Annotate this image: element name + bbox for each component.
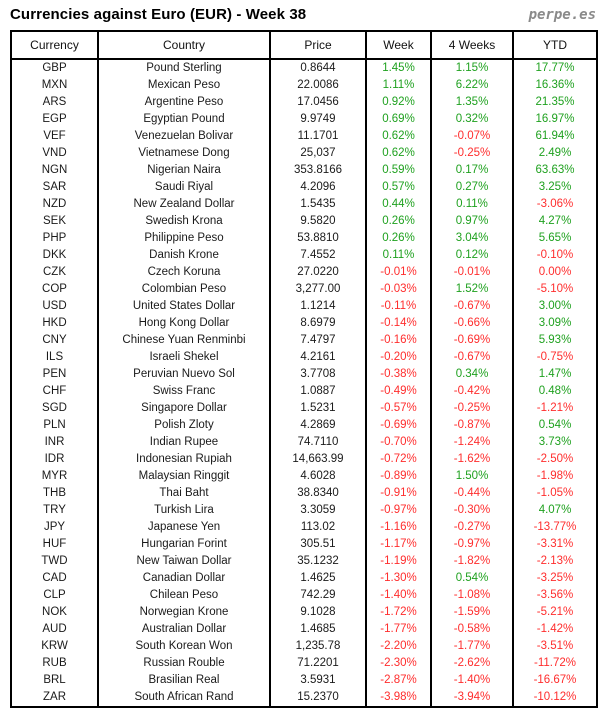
four-weeks-change-cell: -0.69% (431, 332, 513, 349)
ytd-change-cell: -16.67% (513, 672, 597, 689)
price-cell: 3.3059 (270, 502, 366, 519)
week-change-cell: 0.59% (366, 162, 431, 179)
ytd-change-cell: 17.77% (513, 59, 597, 77)
currency-code-cell: TRY (11, 502, 98, 519)
currency-code-cell: NGN (11, 162, 98, 179)
week-change-cell: -1.16% (366, 519, 431, 536)
ytd-change-cell: -0.10% (513, 247, 597, 264)
ytd-change-cell: 4.27% (513, 213, 597, 230)
week-change-cell: 0.11% (366, 247, 431, 264)
price-cell: 11.1701 (270, 128, 366, 145)
page-title: Currencies against Euro (EUR) - Week 38 (10, 6, 307, 23)
week-change-cell: -0.16% (366, 332, 431, 349)
week-change-cell: -0.49% (366, 383, 431, 400)
ytd-change-cell: -1.05% (513, 485, 597, 502)
currency-code-cell: CLP (11, 587, 98, 604)
country-cell: Danish Krone (98, 247, 270, 264)
week-change-cell: 0.69% (366, 111, 431, 128)
table-row (11, 519, 597, 536)
week-change-cell: 0.92% (366, 94, 431, 111)
four-weeks-change-cell: 0.32% (431, 111, 513, 128)
country-cell: New Taiwan Dollar (98, 553, 270, 570)
table-row (11, 434, 597, 451)
column-header-country: Country (98, 31, 270, 59)
price-cell: 1.5231 (270, 400, 366, 417)
ytd-change-cell: 3.00% (513, 298, 597, 315)
four-weeks-change-cell: -1.62% (431, 451, 513, 468)
country-cell: Argentine Peso (98, 94, 270, 111)
ytd-change-cell: 4.07% (513, 502, 597, 519)
four-weeks-change-cell: 1.50% (431, 468, 513, 485)
ytd-change-cell: 63.63% (513, 162, 597, 179)
price-cell: 14,663.99 (270, 451, 366, 468)
table-row (11, 638, 597, 655)
table-row (11, 451, 597, 468)
four-weeks-change-cell: -0.67% (431, 349, 513, 366)
table-row (11, 247, 597, 264)
price-cell: 38.8340 (270, 485, 366, 502)
currency-code-cell: BRL (11, 672, 98, 689)
price-cell: 3.5931 (270, 672, 366, 689)
ytd-change-cell: -1.98% (513, 468, 597, 485)
currency-code-cell: AUD (11, 621, 98, 638)
country-cell: Japanese Yen (98, 519, 270, 536)
country-cell: Chinese Yuan Renminbi (98, 332, 270, 349)
price-cell: 53.8810 (270, 230, 366, 247)
ytd-change-cell: -2.13% (513, 553, 597, 570)
currency-code-cell: MXN (11, 77, 98, 94)
week-change-cell: -0.72% (366, 451, 431, 468)
country-cell: Czech Koruna (98, 264, 270, 281)
currency-code-cell: RUB (11, 655, 98, 672)
week-change-cell: 0.26% (366, 230, 431, 247)
week-change-cell: -0.38% (366, 366, 431, 383)
country-cell: Russian Rouble (98, 655, 270, 672)
currency-code-cell: CHF (11, 383, 98, 400)
country-cell: Thai Baht (98, 485, 270, 502)
column-header-currency: Currency (11, 31, 98, 59)
ytd-change-cell: 0.48% (513, 383, 597, 400)
four-weeks-change-cell: 0.34% (431, 366, 513, 383)
currency-code-cell: CZK (11, 264, 98, 281)
table-row (11, 383, 597, 400)
currency-code-cell: DKK (11, 247, 98, 264)
week-change-cell: -0.01% (366, 264, 431, 281)
country-cell: United States Dollar (98, 298, 270, 315)
four-weeks-change-cell: 1.52% (431, 281, 513, 298)
four-weeks-change-cell: -1.59% (431, 604, 513, 621)
week-change-cell: -0.03% (366, 281, 431, 298)
four-weeks-change-cell: -0.25% (431, 145, 513, 162)
country-cell: Saudi Riyal (98, 179, 270, 196)
currency-code-cell: SAR (11, 179, 98, 196)
four-weeks-change-cell: -1.40% (431, 672, 513, 689)
table-row (11, 128, 597, 145)
week-change-cell: -1.40% (366, 587, 431, 604)
table-row (11, 213, 597, 230)
week-change-cell: -0.97% (366, 502, 431, 519)
ytd-change-cell: 16.36% (513, 77, 597, 94)
table-row (11, 264, 597, 281)
currency-code-cell: PEN (11, 366, 98, 383)
week-change-cell: -2.30% (366, 655, 431, 672)
price-cell: 35.1232 (270, 553, 366, 570)
table-row (11, 570, 597, 587)
ytd-change-cell: 3.09% (513, 315, 597, 332)
week-change-cell: -1.30% (366, 570, 431, 587)
four-weeks-change-cell: 6.22% (431, 77, 513, 94)
country-cell: Brasilian Real (98, 672, 270, 689)
ytd-change-cell: 5.93% (513, 332, 597, 349)
ytd-change-cell: -3.25% (513, 570, 597, 587)
country-cell: Polish Zloty (98, 417, 270, 434)
currency-code-cell: HKD (11, 315, 98, 332)
table-row (11, 672, 597, 689)
country-cell: Philippine Peso (98, 230, 270, 247)
four-weeks-change-cell: 0.97% (431, 213, 513, 230)
currency-code-cell: PLN (11, 417, 98, 434)
country-cell: Nigerian Naira (98, 162, 270, 179)
currency-code-cell: NZD (11, 196, 98, 213)
currency-code-cell: USD (11, 298, 98, 315)
table-row (11, 689, 597, 707)
week-change-cell: 0.62% (366, 128, 431, 145)
price-cell: 742.29 (270, 587, 366, 604)
four-weeks-change-cell: -1.82% (431, 553, 513, 570)
country-cell: Colombian Peso (98, 281, 270, 298)
week-change-cell: -0.69% (366, 417, 431, 434)
currency-code-cell: HUF (11, 536, 98, 553)
week-change-cell: -0.89% (366, 468, 431, 485)
four-weeks-change-cell: 0.27% (431, 179, 513, 196)
table-row (11, 59, 597, 77)
price-cell: 71.2201 (270, 655, 366, 672)
price-cell: 25,037 (270, 145, 366, 162)
week-change-cell: -0.70% (366, 434, 431, 451)
ytd-change-cell: 5.65% (513, 230, 597, 247)
table-row (11, 298, 597, 315)
country-cell: Swiss Franc (98, 383, 270, 400)
week-change-cell: -0.57% (366, 400, 431, 417)
price-cell: 1.4685 (270, 621, 366, 638)
four-weeks-change-cell: 0.54% (431, 570, 513, 587)
price-cell: 15.2370 (270, 689, 366, 707)
ytd-change-cell: -13.77% (513, 519, 597, 536)
country-cell: Hungarian Forint (98, 536, 270, 553)
country-cell: Norwegian Krone (98, 604, 270, 621)
four-weeks-change-cell: -1.08% (431, 587, 513, 604)
currency-table (10, 30, 598, 708)
country-cell: Australian Dollar (98, 621, 270, 638)
four-weeks-change-cell: -0.66% (431, 315, 513, 332)
table-row (11, 179, 597, 196)
week-change-cell: 0.62% (366, 145, 431, 162)
price-cell: 305.51 (270, 536, 366, 553)
currency-code-cell: GBP (11, 59, 98, 77)
currency-code-cell: MYR (11, 468, 98, 485)
price-cell: 353.8166 (270, 162, 366, 179)
ytd-change-cell: -1.42% (513, 621, 597, 638)
price-cell: 113.02 (270, 519, 366, 536)
country-cell: Swedish Krona (98, 213, 270, 230)
price-cell: 9.9749 (270, 111, 366, 128)
currency-code-cell: VND (11, 145, 98, 162)
four-weeks-change-cell: -0.97% (431, 536, 513, 553)
four-weeks-change-cell: 0.11% (431, 196, 513, 213)
week-change-cell: 0.44% (366, 196, 431, 213)
four-weeks-change-cell: 3.04% (431, 230, 513, 247)
table-row (11, 502, 597, 519)
currency-code-cell: ARS (11, 94, 98, 111)
country-cell: Pound Sterling (98, 59, 270, 77)
four-weeks-change-cell: 0.17% (431, 162, 513, 179)
currency-code-cell: JPY (11, 519, 98, 536)
table-row (11, 621, 597, 638)
table-row (11, 77, 597, 94)
price-cell: 27.0220 (270, 264, 366, 281)
four-weeks-change-cell: -0.87% (431, 417, 513, 434)
country-cell: Hong Kong Dollar (98, 315, 270, 332)
table-row (11, 417, 597, 434)
table-body (11, 59, 597, 707)
ytd-change-cell: -11.72% (513, 655, 597, 672)
price-cell: 1.0887 (270, 383, 366, 400)
four-weeks-change-cell: -2.62% (431, 655, 513, 672)
ytd-change-cell: -3.31% (513, 536, 597, 553)
column-header-4weeks: 4 Weeks (431, 31, 513, 59)
four-weeks-change-cell: -1.24% (431, 434, 513, 451)
price-cell: 0.8644 (270, 59, 366, 77)
table-row (11, 604, 597, 621)
perpe-logo[interactable]: perpe.es (528, 7, 596, 23)
country-cell: Canadian Dollar (98, 570, 270, 587)
currency-code-cell: ILS (11, 349, 98, 366)
country-cell: Chilean Peso (98, 587, 270, 604)
currency-code-cell: SEK (11, 213, 98, 230)
four-weeks-change-cell: -0.67% (431, 298, 513, 315)
currency-code-cell: THB (11, 485, 98, 502)
currency-code-cell: NOK (11, 604, 98, 621)
country-cell: Venezuelan Bolivar (98, 128, 270, 145)
country-cell: South Korean Won (98, 638, 270, 655)
table-row (11, 587, 597, 604)
table-row (11, 332, 597, 349)
ytd-change-cell: 2.49% (513, 145, 597, 162)
header-row (11, 31, 597, 59)
four-weeks-change-cell: -0.44% (431, 485, 513, 502)
table-row (11, 145, 597, 162)
currency-code-cell: COP (11, 281, 98, 298)
ytd-change-cell: -3.56% (513, 587, 597, 604)
currency-code-cell: IDR (11, 451, 98, 468)
ytd-change-cell: -2.50% (513, 451, 597, 468)
table-row (11, 400, 597, 417)
price-cell: 17.0456 (270, 94, 366, 111)
ytd-change-cell: 1.47% (513, 366, 597, 383)
currency-code-cell: PHP (11, 230, 98, 247)
price-cell: 7.4797 (270, 332, 366, 349)
week-change-cell: -3.98% (366, 689, 431, 707)
ytd-change-cell: -5.21% (513, 604, 597, 621)
ytd-change-cell: -3.06% (513, 196, 597, 213)
currency-code-cell: CAD (11, 570, 98, 587)
week-change-cell: -2.87% (366, 672, 431, 689)
price-cell: 1.5435 (270, 196, 366, 213)
four-weeks-change-cell: -0.58% (431, 621, 513, 638)
ytd-change-cell: 61.94% (513, 128, 597, 145)
week-change-cell: -1.72% (366, 604, 431, 621)
price-cell: 1,235.78 (270, 638, 366, 655)
week-change-cell: 0.26% (366, 213, 431, 230)
ytd-change-cell: -1.21% (513, 400, 597, 417)
country-cell: Mexican Peso (98, 77, 270, 94)
ytd-change-cell: -5.10% (513, 281, 597, 298)
currency-code-cell: SGD (11, 400, 98, 417)
price-cell: 4.2869 (270, 417, 366, 434)
country-cell: Turkish Lira (98, 502, 270, 519)
ytd-change-cell: 0.00% (513, 264, 597, 281)
table-row (11, 230, 597, 247)
four-weeks-change-cell: -0.27% (431, 519, 513, 536)
price-cell: 74.7110 (270, 434, 366, 451)
price-cell: 7.4552 (270, 247, 366, 264)
column-header-week: Week (366, 31, 431, 59)
ytd-change-cell: -10.12% (513, 689, 597, 707)
country-cell: Indian Rupee (98, 434, 270, 451)
country-cell: Indonesian Rupiah (98, 451, 270, 468)
four-weeks-change-cell: -0.30% (431, 502, 513, 519)
week-change-cell: -1.77% (366, 621, 431, 638)
week-change-cell: 1.45% (366, 59, 431, 77)
four-weeks-change-cell: -0.42% (431, 383, 513, 400)
currency-code-cell: TWD (11, 553, 98, 570)
country-cell: Singapore Dollar (98, 400, 270, 417)
table-row (11, 315, 597, 332)
table-row (11, 655, 597, 672)
table-row (11, 553, 597, 570)
country-cell: Peruvian Nuevo Sol (98, 366, 270, 383)
table-header (11, 31, 597, 59)
week-change-cell: -0.11% (366, 298, 431, 315)
week-change-cell: 1.11% (366, 77, 431, 94)
country-cell: Israeli Shekel (98, 349, 270, 366)
four-weeks-change-cell: -0.25% (431, 400, 513, 417)
price-cell: 9.5820 (270, 213, 366, 230)
week-change-cell: -1.19% (366, 553, 431, 570)
price-cell: 3.7708 (270, 366, 366, 383)
table-row (11, 468, 597, 485)
ytd-change-cell: -0.75% (513, 349, 597, 366)
country-cell: Egyptian Pound (98, 111, 270, 128)
table-row (11, 485, 597, 502)
four-weeks-change-cell: -0.01% (431, 264, 513, 281)
country-cell: South African Rand (98, 689, 270, 707)
table-row (11, 94, 597, 111)
table-row (11, 366, 597, 383)
four-weeks-change-cell: -1.77% (431, 638, 513, 655)
currency-code-cell: EGP (11, 111, 98, 128)
column-header-price: Price (270, 31, 366, 59)
currency-code-cell: VEF (11, 128, 98, 145)
country-cell: Malaysian Ringgit (98, 468, 270, 485)
table-row (11, 536, 597, 553)
table-row (11, 111, 597, 128)
currency-code-cell: KRW (11, 638, 98, 655)
ytd-change-cell: -3.51% (513, 638, 597, 655)
currency-code-cell: INR (11, 434, 98, 451)
price-cell: 8.6979 (270, 315, 366, 332)
price-cell: 9.1028 (270, 604, 366, 621)
currency-code-cell: ZAR (11, 689, 98, 707)
price-cell: 1.1214 (270, 298, 366, 315)
ytd-change-cell: 3.25% (513, 179, 597, 196)
ytd-change-cell: 0.54% (513, 417, 597, 434)
table-row (11, 349, 597, 366)
currency-code-cell: CNY (11, 332, 98, 349)
week-change-cell: 0.57% (366, 179, 431, 196)
price-cell: 4.2096 (270, 179, 366, 196)
four-weeks-change-cell: -3.94% (431, 689, 513, 707)
week-change-cell: -0.14% (366, 315, 431, 332)
country-cell: Vietnamese Dong (98, 145, 270, 162)
week-change-cell: -0.91% (366, 485, 431, 502)
table-row (11, 196, 597, 213)
country-cell: New Zealand Dollar (98, 196, 270, 213)
column-header-ytd: YTD (513, 31, 597, 59)
table-row (11, 162, 597, 179)
week-change-cell: -0.20% (366, 349, 431, 366)
ytd-change-cell: 16.97% (513, 111, 597, 128)
ytd-change-cell: 21.35% (513, 94, 597, 111)
table-row (11, 281, 597, 298)
header-bar (10, 3, 596, 30)
price-cell: 4.6028 (270, 468, 366, 485)
four-weeks-change-cell: 1.15% (431, 59, 513, 77)
price-cell: 4.2161 (270, 349, 366, 366)
four-weeks-change-cell: 0.12% (431, 247, 513, 264)
four-weeks-change-cell: -0.07% (431, 128, 513, 145)
price-cell: 3,277.00 (270, 281, 366, 298)
ytd-change-cell: 3.73% (513, 434, 597, 451)
price-cell: 1.4625 (270, 570, 366, 587)
week-change-cell: -1.17% (366, 536, 431, 553)
four-weeks-change-cell: 1.35% (431, 94, 513, 111)
price-cell: 22.0086 (270, 77, 366, 94)
week-change-cell: -2.20% (366, 638, 431, 655)
